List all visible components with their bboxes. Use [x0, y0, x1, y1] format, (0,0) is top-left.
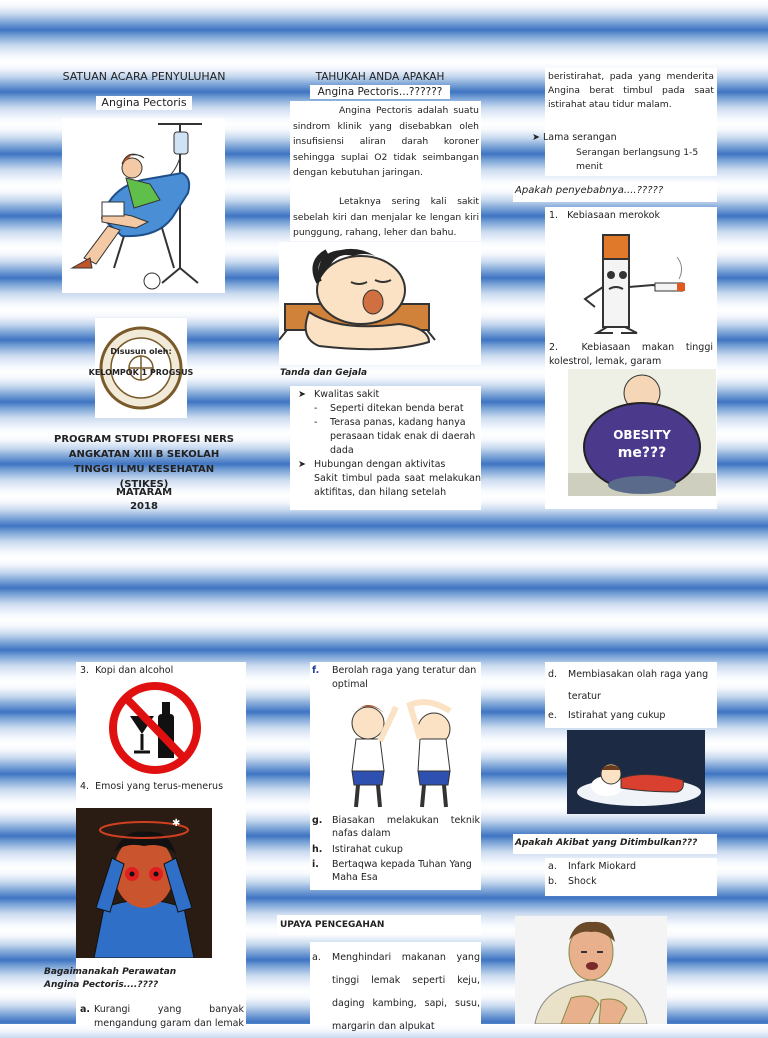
tip-g-mark: g. — [312, 815, 323, 826]
tip-h-text: Istirahat cukup — [332, 844, 403, 855]
tip-d — [548, 664, 716, 708]
list-item-label: Hubungan dengan aktivitas — [314, 459, 446, 470]
svg-text:✱: ✱ — [172, 818, 181, 829]
leaflet-title: SATUAN ACARA PENYULUHAN — [62, 70, 226, 83]
cause-1-number: 1. — [549, 210, 559, 221]
tip-i — [312, 858, 480, 884]
definition-text: Angina Pectoris adalah suatu sindrom klinik yang disebabkan oleh insufisiensi aliran darah koroner sehingga suplai O2 tidak seimbangan dengan kebutuhan jaringan. — [293, 105, 479, 178]
tip-e-text: Istirahat yang cukup — [568, 710, 666, 721]
list-item-label: Sakit timbul pada saat melakukan aktifitas, dan hilang setelah — [314, 473, 481, 498]
list-item — [298, 458, 481, 472]
stressed-man-illustration — [76, 808, 212, 958]
cause-2-text: Kebiasaan makan tinggi kolestrol, lemak, garam — [549, 342, 713, 367]
prevention-heading: UPAYA PENCEGAHAN — [280, 920, 385, 930]
cause-3 — [80, 664, 240, 678]
effect-item-b — [548, 875, 716, 889]
composed-by-label: Disusun oleh: — [110, 347, 172, 356]
effect-item-b-text: Shock — [568, 876, 597, 887]
effect-item-b-mark: b. — [548, 876, 558, 887]
arrow-bullet-icon: ➤ — [532, 132, 543, 143]
tip-g — [312, 814, 480, 840]
prevention-item-a-mark: a. — [312, 952, 321, 963]
list-item — [298, 388, 481, 402]
signs-list — [298, 388, 481, 500]
tip-f — [312, 664, 480, 692]
dash-bullet-icon: - — [314, 403, 318, 414]
obesity-illustration — [568, 369, 716, 496]
resting-person-illustration — [567, 730, 705, 814]
section-subheading-angina: Angina Pectoris...?????? — [310, 85, 450, 99]
tip-i-text: Bertaqwa kepada Tuhan Yang Maha Esa — [332, 859, 472, 883]
obesity-shirt-text: OBESITY — [613, 428, 671, 442]
list-item-label: Seperti ditekan benda berat — [330, 403, 464, 414]
continuation-text: beristirahat, pada yang menderita Angina berat timbul pada saat istirahat atau tidur malam. — [548, 71, 714, 110]
obesity-shirt-text-2: me??? — [617, 445, 667, 461]
cause-1-text: Kebiasaan merokok — [567, 210, 660, 221]
tip-f-mark: f. — [312, 665, 320, 676]
location-text: Letaknya sering kali sakit sebelah kiri dan menjalar ke lengan kiri punggung, rahang, leher dan bahu. — [293, 196, 479, 238]
cause-heading: Apakah penyebabnya....????? — [515, 185, 664, 196]
exercise-kids-illustration — [330, 693, 470, 813]
leaflet-page-2 — [0, 590, 768, 1032]
effect-item-a-mark: a. — [548, 861, 557, 872]
list-item — [314, 416, 481, 458]
year-label: 2018 — [130, 501, 158, 512]
sleeping-man-illustration — [279, 242, 481, 365]
tip-g-text: Biasakan melakukan teknik nafas dalam — [332, 815, 480, 839]
tip-e-mark: e. — [548, 710, 557, 721]
list-item-label: Terasa panas, kadang hanya perasaan tidak enak di daerah dada — [330, 417, 476, 456]
patient-iv-illustration — [62, 118, 225, 293]
arrow-bullet-icon: ➤ — [298, 459, 306, 470]
cause-3-number: 3. — [80, 665, 90, 676]
tip-d-mark: d. — [548, 669, 558, 680]
tip-e — [548, 709, 716, 723]
list-item — [314, 402, 481, 416]
arrow-bullet-icon: ➤ — [298, 389, 306, 400]
signs-heading: Tanda dan Gejala — [280, 368, 368, 378]
effect-item-a — [548, 860, 716, 874]
effect-item-a-text: Infark Miokard — [568, 861, 636, 872]
cause-4 — [80, 780, 240, 794]
tip-h — [312, 843, 480, 857]
cause-4-text: Emosi yang terus-menerus — [95, 781, 224, 792]
list-item-label: Kwalitas sakit — [314, 389, 380, 400]
care-item-a-mark: a. — [80, 1004, 91, 1015]
tip-i-mark: i. — [312, 859, 319, 870]
tip-h-mark: h. — [312, 844, 323, 855]
duration-label — [532, 131, 712, 145]
cause-2-number: 2. — [549, 342, 559, 353]
prevention-item-a — [312, 946, 480, 1038]
cause-4-number: 4. — [80, 781, 90, 792]
care-item-a-text: Kurangi yang banyak mengandung garam dan lemak — [94, 1004, 244, 1029]
group-label: KELOMPOK 1 PROGSUS — [88, 368, 194, 377]
care-heading: Bagaimanakah Perawatan Angina Pectoris....???? — [44, 967, 177, 990]
effect-heading: Apakah Akibat yang Ditimbulkan??? — [515, 838, 698, 848]
prevention-item-a-text: Menghindari makanan yang tinggi lemak seperti keju, daging kambing, sapi, susu, margarin dan alpukat — [332, 952, 480, 1032]
leaflet-subtitle: Angina Pectoris — [96, 96, 192, 110]
cause-2 — [549, 341, 713, 369]
program-text: PROGRAM STUDI PROFESI NERS ANGKATAN XIII B SEKOLAH TINGGI ILMU KESEHATAN (STIKES) — [54, 434, 234, 490]
care-item-a — [80, 1003, 244, 1031]
duration-label-text: Lama serangan — [542, 132, 617, 143]
cause-1 — [549, 209, 713, 223]
no-alcohol-icon — [96, 680, 214, 776]
cigarette-illustration — [567, 227, 692, 337]
tip-d-text: Membiasakan olah raga yang teratur — [568, 669, 709, 702]
dash-bullet-icon: - — [314, 417, 318, 428]
list-item — [298, 472, 481, 500]
duration-text: Serangan berlangsung 1-5 menit — [576, 147, 699, 172]
section-heading-tahukah: TAHUKAH ANDA APAKAH — [315, 71, 445, 83]
cause-3-text: Kopi dan alcohol — [95, 665, 174, 676]
tip-f-text: Berolah raga yang teratur dan optimal — [332, 665, 477, 690]
city-label: MATARAM — [115, 487, 173, 498]
chest-pain-man-illustration — [515, 916, 667, 1024]
